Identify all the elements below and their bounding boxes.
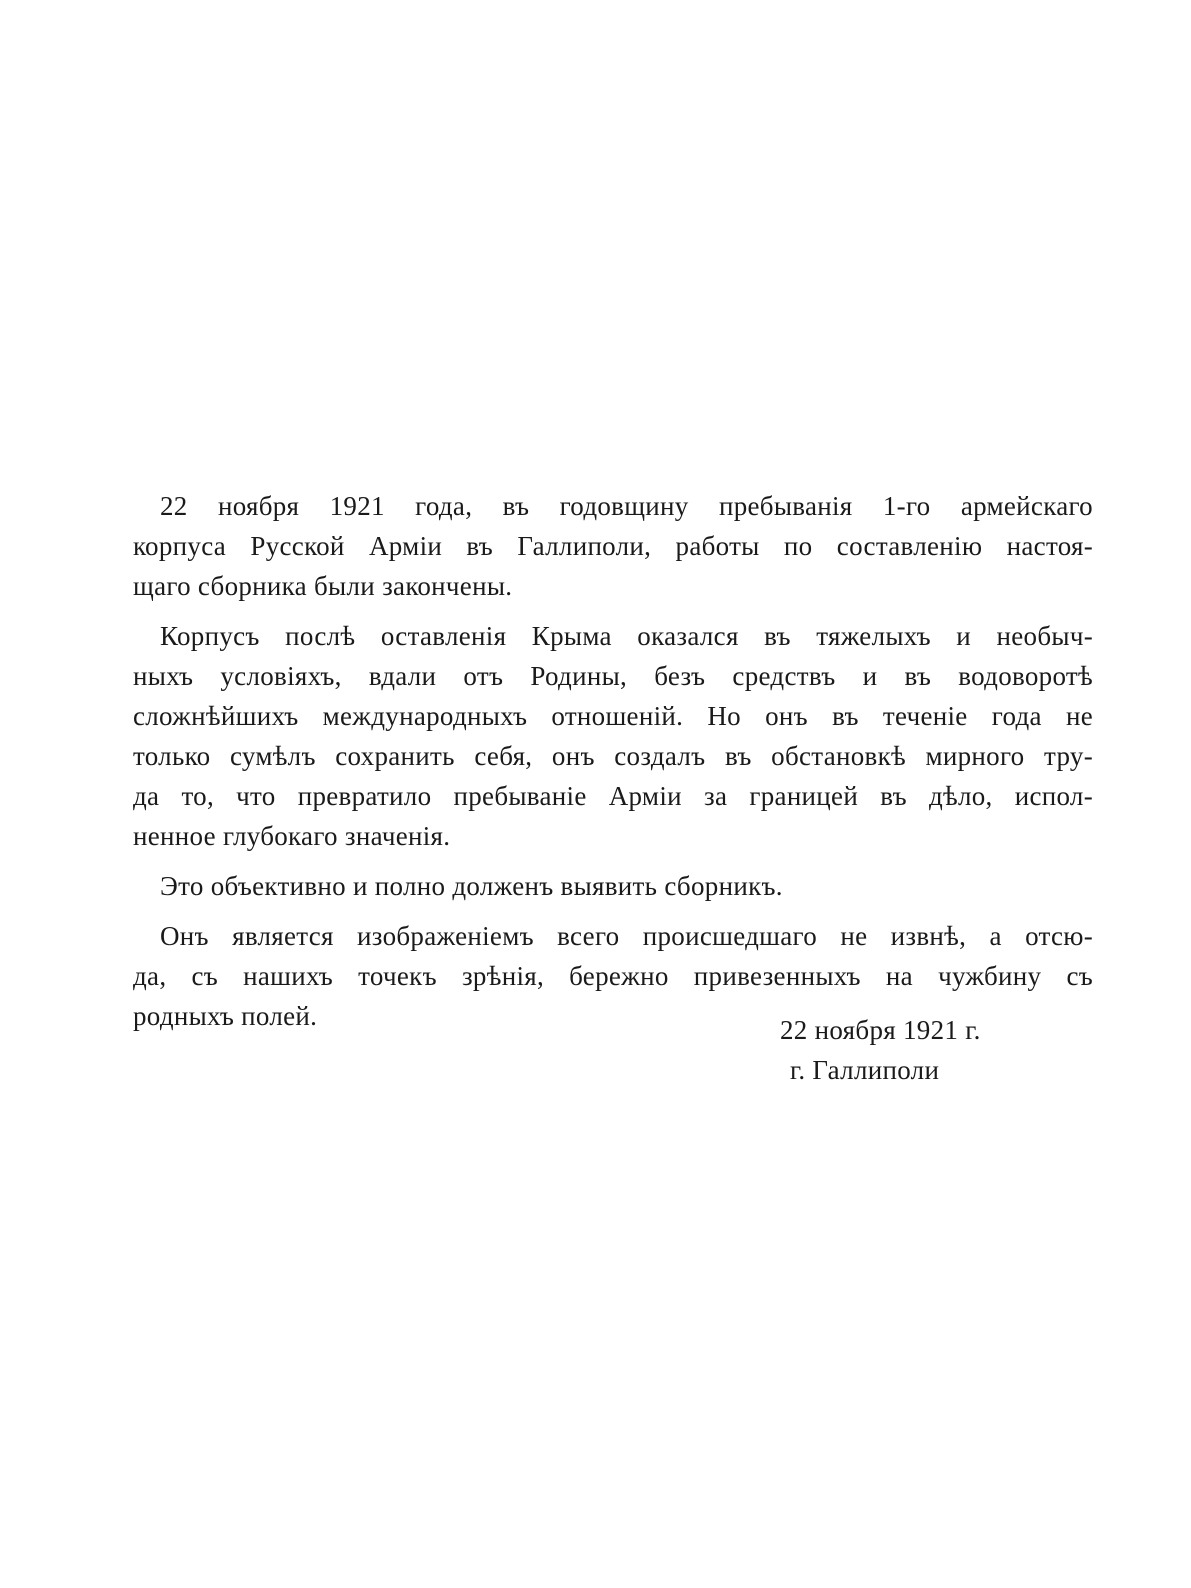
signature-block <box>780 1010 1080 1090</box>
text-line: только сумѣлъ сохранить себя, онъ создалъ въ обстановкѣ мирного тру- <box>133 741 1093 771</box>
body-text <box>133 486 1093 1046</box>
text-line: да то, что превратило пребываніе Арміи за границей въ дѣло, испол- <box>133 781 1093 811</box>
text-line: Это объективно и полно долженъ выявить сборникъ. <box>160 871 783 901</box>
text-line: Онъ является изображеніемъ всего происшедшаго не извнѣ, а отсю- <box>160 921 1093 951</box>
paragraph-3 <box>133 866 1093 906</box>
text-line: да, съ нашихъ точекъ зрѣнія, бережно привезенныхъ на чужбину съ <box>133 961 1093 991</box>
signature-date: 22 ноября 1921 г. <box>780 1015 981 1045</box>
text-line: Корпусъ послѣ оставленія Крыма оказался въ тяжелыхъ и необыч- <box>160 621 1093 651</box>
signature-place: г. Галлиполи <box>790 1055 940 1085</box>
paragraph-1 <box>133 486 1093 606</box>
text-line: ненное глубокаго значенія. <box>133 821 451 851</box>
text-line: сложнѣйшихъ международныхъ отношеній. Но онъ въ теченіе года не <box>133 701 1093 731</box>
text-line: родныхъ полей. <box>133 1001 318 1031</box>
text-line: корпуса Русской Арміи въ Галлиполи, работы по составленію настоя- <box>133 531 1093 561</box>
text-line: щаго сборника были закончены. <box>133 571 513 601</box>
text-line: ныхъ условіяхъ, вдали отъ Родины, безъ средствъ и въ водоворотѣ <box>133 661 1093 691</box>
paragraph-2 <box>133 616 1093 856</box>
text-line: 22 ноября 1921 года, въ годовщину пребыванія 1-го армейскаго <box>160 491 1093 521</box>
